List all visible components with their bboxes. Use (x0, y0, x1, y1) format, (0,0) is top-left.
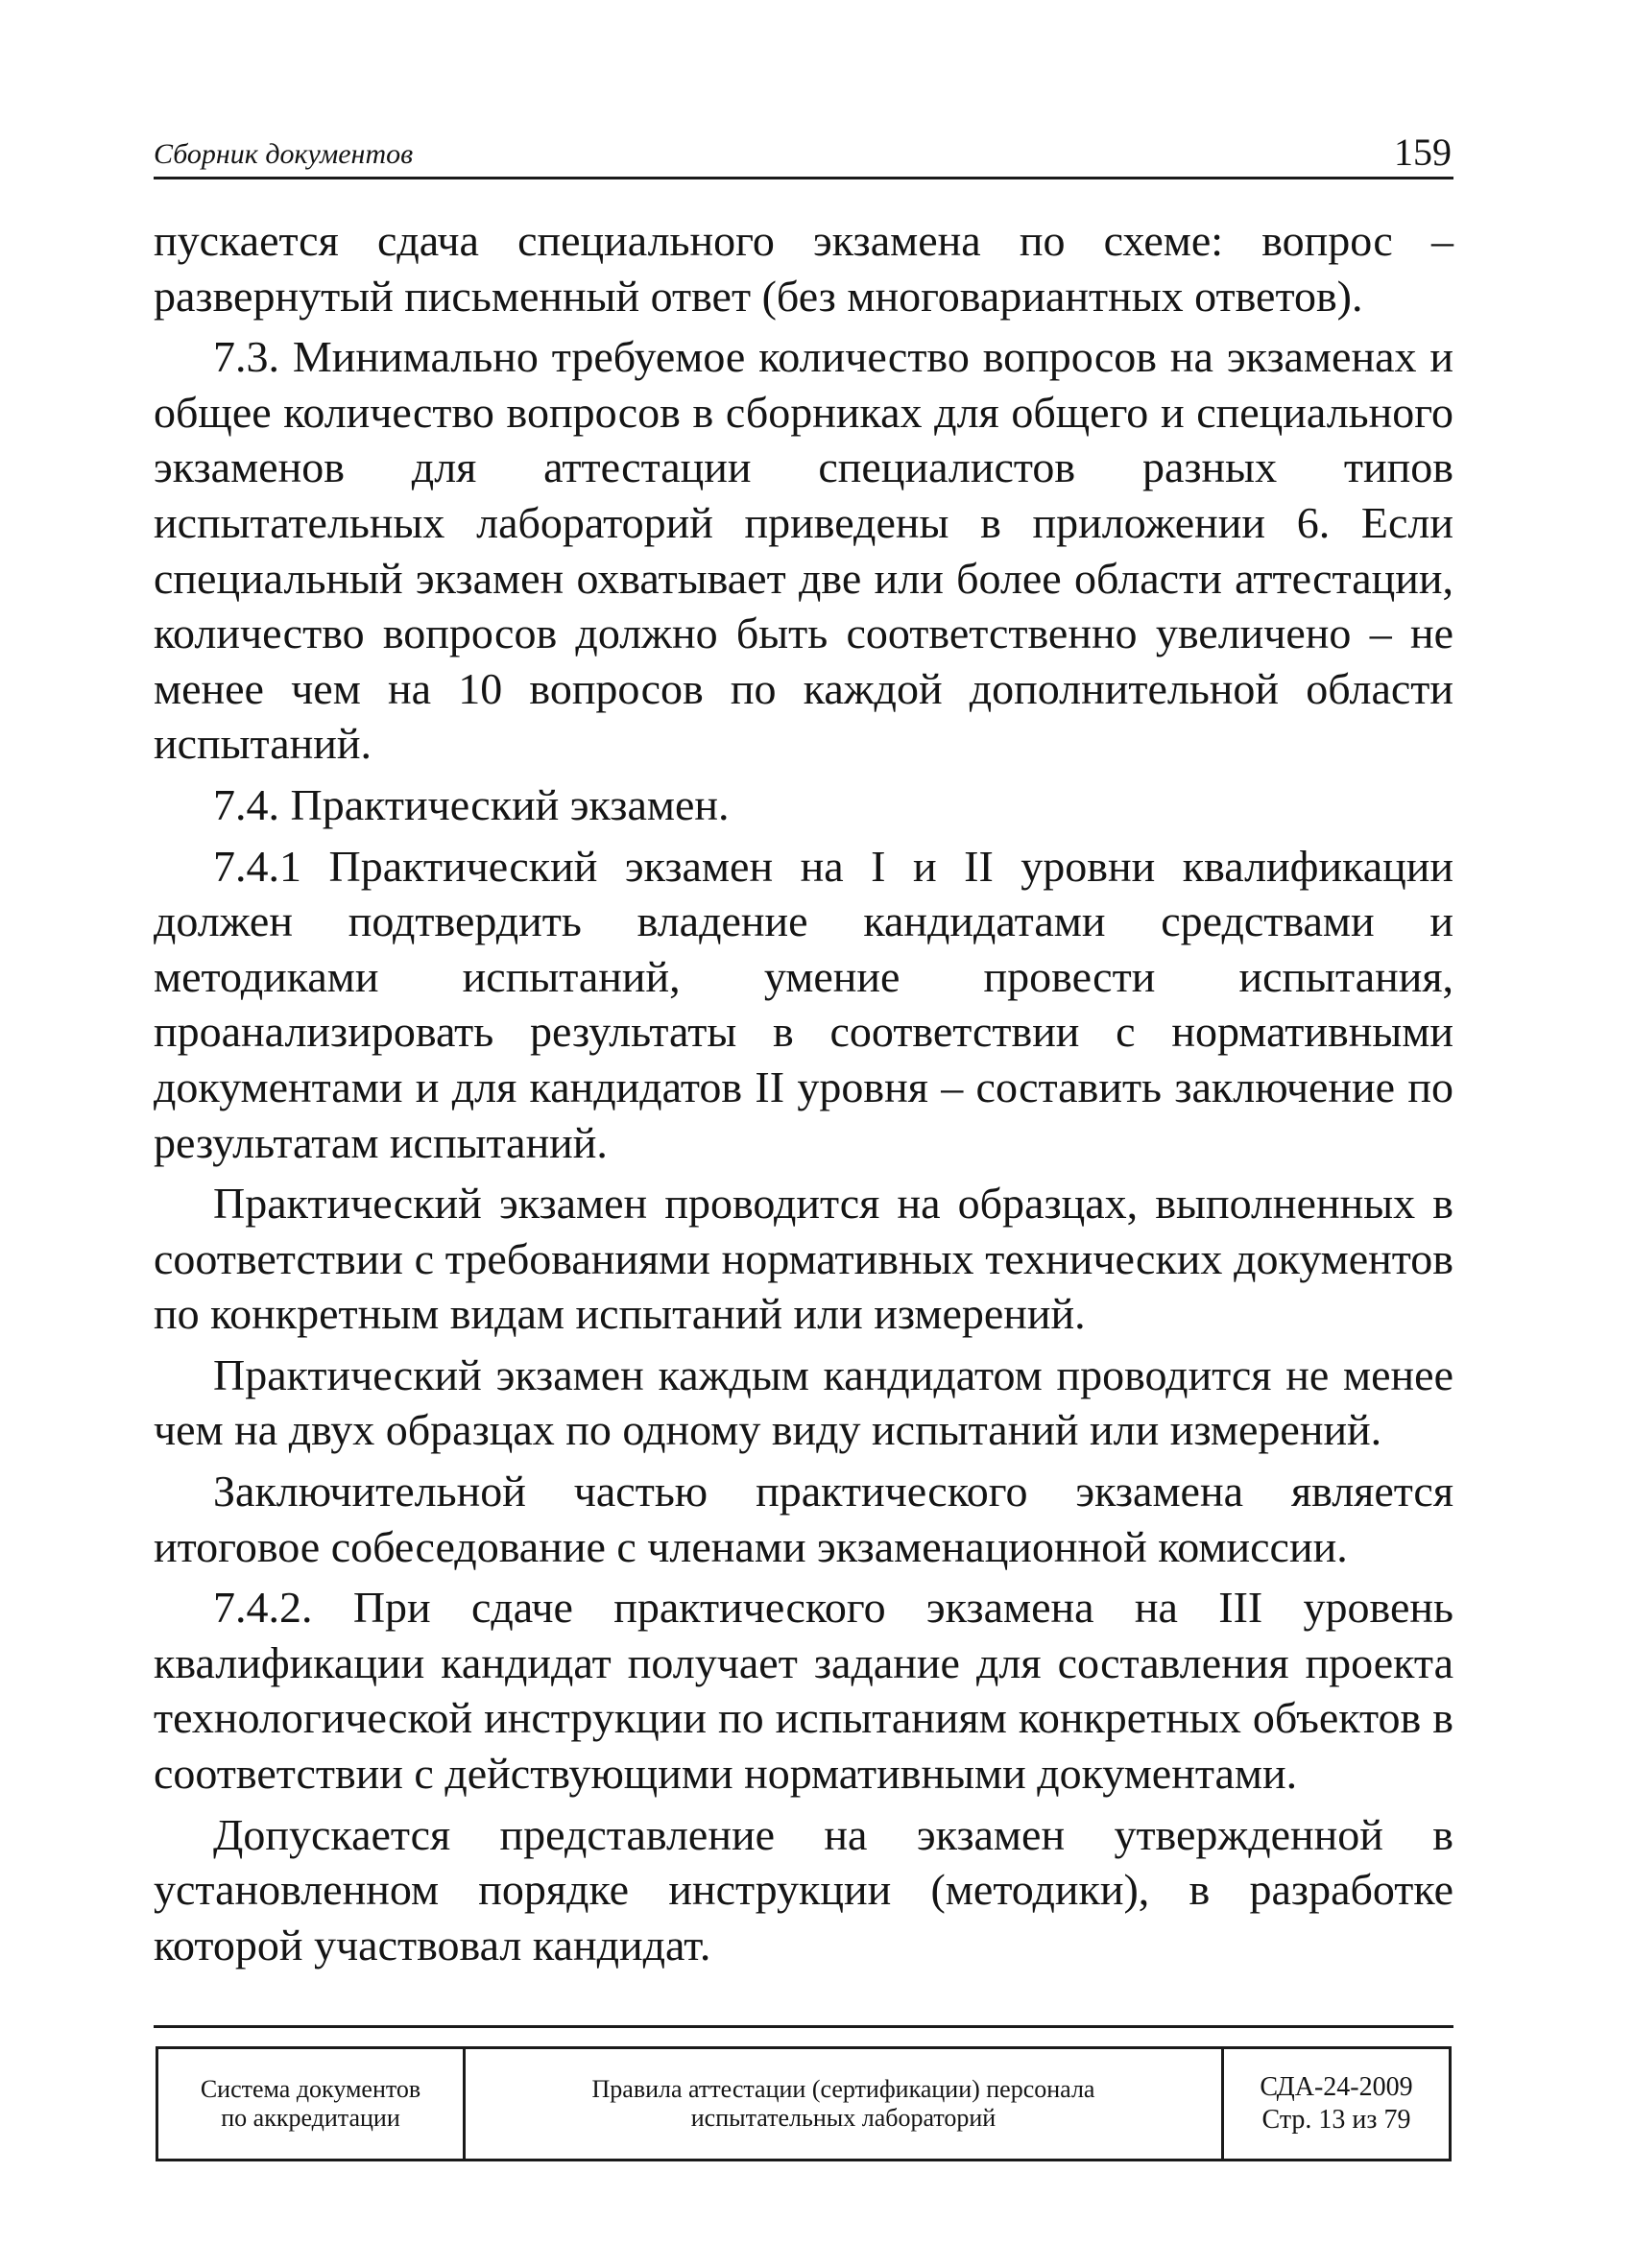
page-number: 159 (1394, 131, 1452, 174)
footer-title-line2: испытательных лабораторий (690, 2104, 997, 2132)
paragraph-samples: Практический экзамен проводится на образцах, выполненных в соответствии с требованиями нормативных технических документов по конкретным видам испытаний или измерений. (154, 1179, 1453, 1339)
paragraph-7-3: 7.3. Минимально требуемое количество вопросов на экзаменах и общее количество вопросов в сборниках для общего и специального экзаменов для аттестации специалистов разных типов испытательных лабораторий приведены в приложении 6. Если специальный экзамен охватывает две или более области аттестации, количество вопросов должно быть соответственно увеличено – не менее чем на 10 вопросов по каждой дополнительной области испытаний. (154, 332, 1453, 769)
paragraph-continuation: пускается сдача специального экзамена по схеме: вопрос – развернутый письменный ответ (без многовариантных ответов). (154, 216, 1453, 321)
footer-page-count: Стр. 13 из 79 (1261, 2105, 1411, 2135)
footer-system-line2: по аккредитации (221, 2104, 400, 2132)
paragraph-7-4-heading: 7.4. Практический экзамен. (213, 779, 730, 829)
paragraph-approved-instruction: Допускается представление на экзамен утвержденной в установленном порядке инструкции (методики), в разработке которой участвовал кандидат. (154, 1809, 1453, 1970)
paragraph-7-4-1: 7.4.1 Практический экзамен на I и II уровни квалификации должен подтвердить владение кандидатами средствами и методиками испытаний, умение провести испытания, проанализировать результаты в соответствии с нормативными документами и для кандидатов II уровня – составить заключение по результатам испытаний. (154, 841, 1453, 1167)
running-title: Сборник документов (154, 138, 414, 170)
paragraph-two-samples: Практический экзамен каждым кандидатом проводится не менее чем на двух образцах по одному виду испытаний или измерений. (154, 1349, 1453, 1455)
body-text (154, 213, 1453, 1978)
footer-table (156, 2046, 1452, 2161)
footer-rule (154, 2025, 1453, 2028)
footer-doc-code: СДА-24-2009 (1260, 2072, 1413, 2102)
footer-cell-system (158, 2049, 466, 2159)
document-page (154, 0, 1453, 2268)
footer-cell-title (466, 2049, 1224, 2159)
running-header (154, 121, 1453, 179)
footer-system-line1: Система документов (200, 2075, 421, 2103)
paragraph-final-interview: Заключительной частью практического экзамена является итоговое собеседование с членами экзаменационной комиссии. (154, 1467, 1453, 1571)
paragraph-7-4-2: 7.4.2. При сдаче практического экзамена на III уровень квалификации кандидат получает задание для составления проекта технологической инструкции по испытаниям конкретных объектов в соответствии с действующими нормативными документами. (154, 1583, 1453, 1799)
footer-title-line1: Правила аттестации (сертификации) персонала (591, 2075, 1095, 2103)
footer-cell-code (1224, 2049, 1449, 2159)
